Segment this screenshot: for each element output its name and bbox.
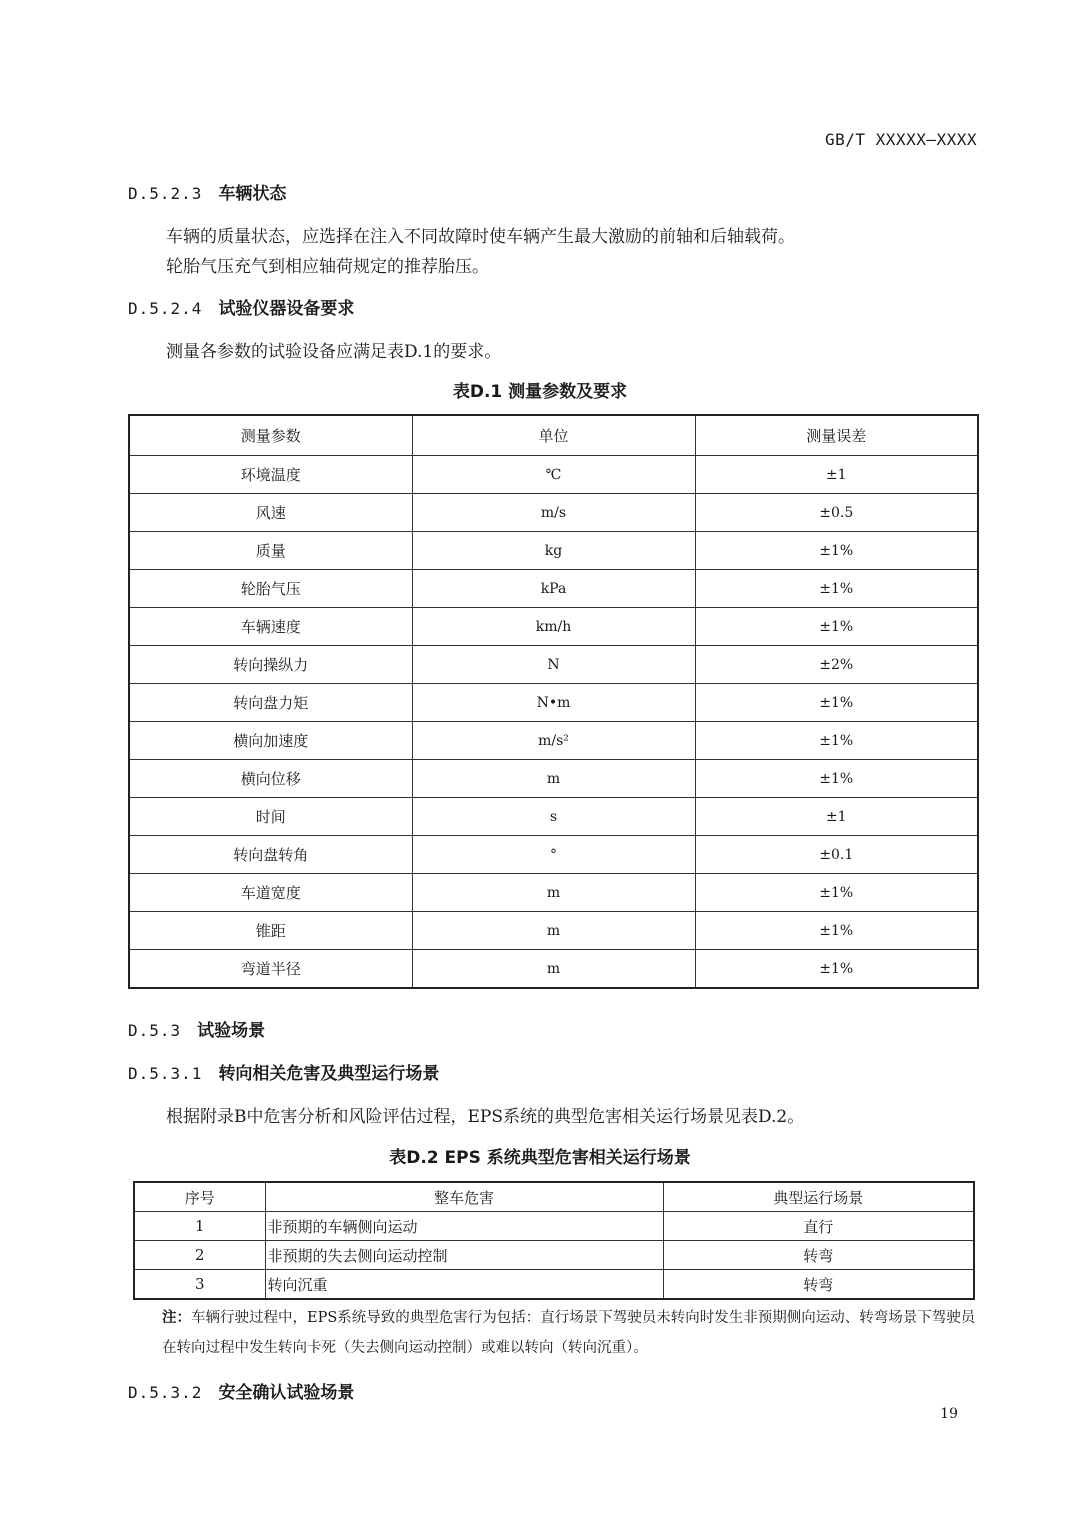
paragraph-vehicle-mass: 车辆的质量状态，应选择在注入不同故障时使车辆产生最大激励的前轴和后轴载荷。 (166, 227, 795, 247)
column-header: 测量误差 (695, 415, 978, 456)
unit-cell: ° (412, 836, 695, 874)
unit-cell: s (412, 798, 695, 836)
section-heading-equipment (128, 294, 354, 319)
measurement-table (128, 414, 979, 989)
table-row (129, 798, 978, 836)
index-cell: 2 (134, 1241, 265, 1270)
document-code: GB/T XXXXX—XXXX (825, 130, 977, 149)
section-number: D.5.2.4 (128, 299, 203, 318)
table-header-row (129, 415, 978, 456)
error-cell: ±1 (695, 456, 978, 494)
index-cell: 1 (134, 1212, 265, 1241)
param-cell: 锥距 (129, 912, 412, 950)
unit-cell: N•m (412, 684, 695, 722)
param-cell: 车辆速度 (129, 608, 412, 646)
table-row (129, 722, 978, 760)
error-cell: ±0.1 (695, 836, 978, 874)
paragraph-equipment-req: 测量各参数的试验设备应满足表D.1的要求。 (166, 342, 502, 362)
note-label: 注： (162, 1310, 191, 1326)
table-row (129, 608, 978, 646)
param-cell: 风速 (129, 494, 412, 532)
unit-cell: m (412, 912, 695, 950)
paragraph-hazard-analysis: 根据附录B中危害分析和风险评估过程，EPS系统的典型危害相关运行场景见表D.2。 (166, 1107, 805, 1127)
unit-cell: kPa (412, 570, 695, 608)
index-cell: 3 (134, 1270, 265, 1300)
hazard-scenario-table (133, 1181, 975, 1300)
table-row (134, 1212, 974, 1241)
unit-cell: m (412, 950, 695, 989)
param-cell: 时间 (129, 798, 412, 836)
error-cell: ±1% (695, 608, 978, 646)
section-heading-safety-validation (128, 1378, 354, 1403)
table2-caption: 表D.2 EPS 系统典型危害相关运行场景 (389, 1148, 691, 1168)
table-row (134, 1270, 974, 1300)
hazard-cell: 转向沉重 (265, 1270, 663, 1300)
column-header: 序号 (134, 1182, 265, 1212)
section-title: 转向相关危害及典型运行场景 (218, 1064, 440, 1084)
error-cell: ±1 (695, 798, 978, 836)
table-row (129, 874, 978, 912)
section-title: 车辆状态 (218, 184, 287, 204)
section-number: D.5.3.1 (128, 1064, 203, 1083)
unit-cell: m/s (412, 494, 695, 532)
unit-cell: kg (412, 532, 695, 570)
section-title: 试验仪器设备要求 (218, 299, 355, 319)
error-cell: ±1% (695, 532, 978, 570)
section-title: 安全确认试验场景 (218, 1383, 355, 1403)
column-header: 单位 (412, 415, 695, 456)
param-cell: 转向盘转角 (129, 836, 412, 874)
column-header: 典型运行场景 (663, 1182, 974, 1212)
section-heading-steering-hazards (128, 1059, 439, 1084)
table-row (134, 1241, 974, 1270)
unit-cell: N (412, 646, 695, 684)
table-row (129, 570, 978, 608)
param-cell: 轮胎气压 (129, 570, 412, 608)
table-row (129, 494, 978, 532)
table1-caption: 表D.1 测量参数及要求 (452, 382, 628, 402)
hazard-cell: 非预期的失去侧向运动控制 (265, 1241, 663, 1270)
param-cell: 转向操纵力 (129, 646, 412, 684)
column-header: 整车危害 (265, 1182, 663, 1212)
unit-cell: m (412, 874, 695, 912)
table-row (129, 684, 978, 722)
unit-cell: m (412, 760, 695, 798)
unit-cell: ℃ (412, 456, 695, 494)
error-cell: ±1% (695, 684, 978, 722)
param-cell: 横向位移 (129, 760, 412, 798)
error-cell: ±1% (695, 570, 978, 608)
scenario-cell: 转弯 (663, 1241, 974, 1270)
error-cell: ±1% (695, 912, 978, 950)
section-number: D.5.2.3 (128, 184, 203, 203)
param-cell: 环境温度 (129, 456, 412, 494)
table2-note (162, 1303, 980, 1363)
hazard-cell: 非预期的车辆侧向运动 (265, 1212, 663, 1241)
section-heading-test-scenarios (128, 1016, 265, 1041)
section-number: D.5.3 (128, 1021, 182, 1040)
error-cell: ±1% (695, 722, 978, 760)
unit-cell: km/h (412, 608, 695, 646)
table-row (129, 912, 978, 950)
scenario-cell: 直行 (663, 1212, 974, 1241)
param-cell: 转向盘力矩 (129, 684, 412, 722)
section-number: D.5.3.2 (128, 1383, 203, 1402)
scenario-cell: 转弯 (663, 1270, 974, 1300)
table-row (129, 456, 978, 494)
column-header: 测量参数 (129, 415, 412, 456)
table-header-row (134, 1182, 974, 1212)
error-cell: ±1% (695, 760, 978, 798)
table-row (129, 646, 978, 684)
error-cell: ±2% (695, 646, 978, 684)
param-cell: 弯道半径 (129, 950, 412, 989)
note-text: 车辆行驶过程中，EPS系统导致的典型危害行为包括：直行场景下驾驶员未转向时发生非预期侧向运动、转弯场景下驾驶员在转向过程中发生转向卡死（失去侧向运动控制）或难以转向（转向沉重）。 (162, 1310, 976, 1356)
param-cell: 横向加速度 (129, 722, 412, 760)
table-row (129, 950, 978, 989)
paragraph-tire-pressure: 轮胎气压充气到相应轴荷规定的推荐胎压。 (166, 257, 489, 277)
page-number: 19 (940, 1406, 958, 1422)
section-title: 试验场景 (197, 1021, 266, 1041)
table-row (129, 836, 978, 874)
error-cell: ±1% (695, 874, 978, 912)
error-cell: ±1% (695, 950, 978, 989)
param-cell: 车道宽度 (129, 874, 412, 912)
param-cell: 质量 (129, 532, 412, 570)
table-row (129, 532, 978, 570)
error-cell: ±0.5 (695, 494, 978, 532)
section-heading-vehicle-state (128, 179, 286, 204)
table-row (129, 760, 978, 798)
unit-cell: m/s² (412, 722, 695, 760)
